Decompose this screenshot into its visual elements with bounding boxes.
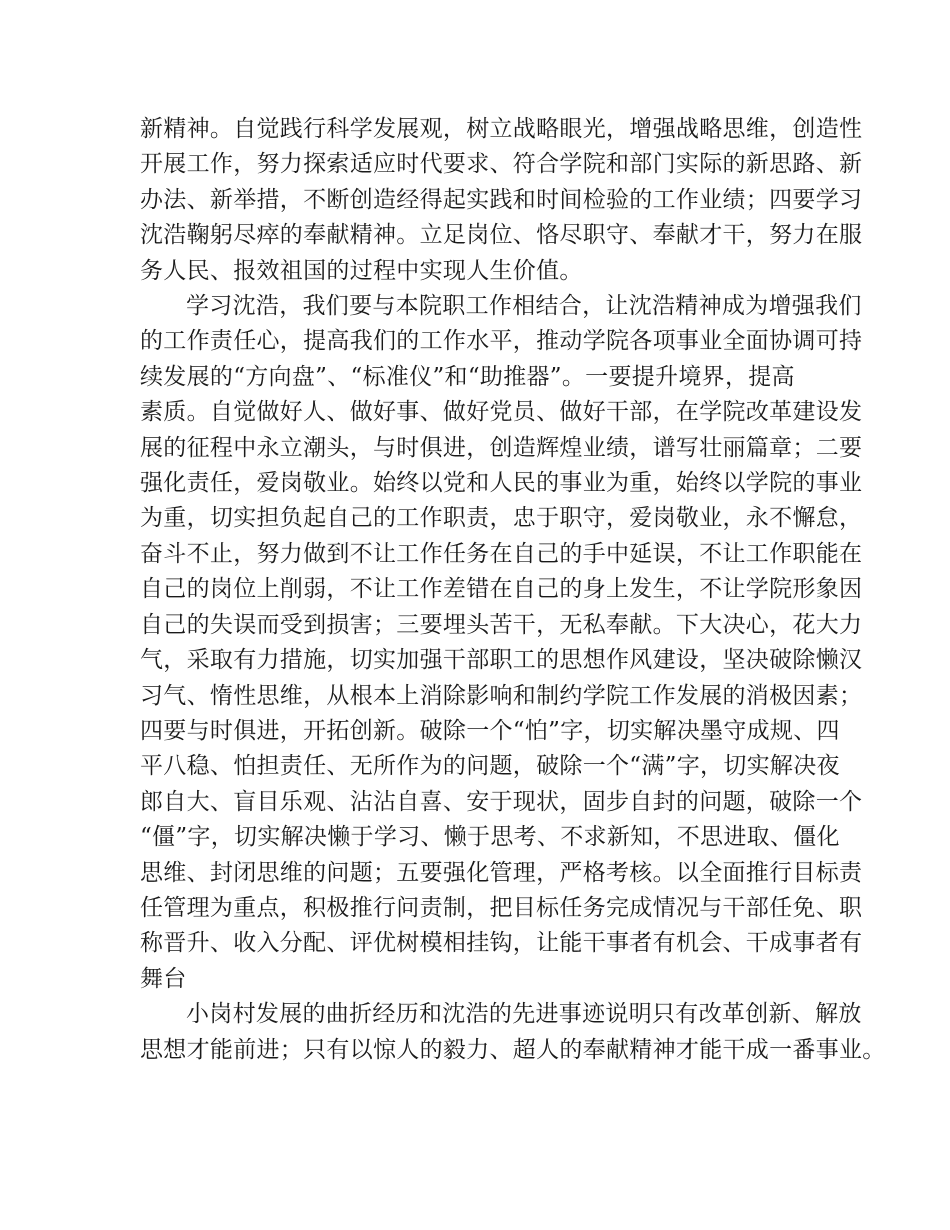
document-body — [140, 112, 886, 1068]
text-line: 气，采取有力措施，切实加强干部职工的思想作风建设，坚决破除懒汉 — [140, 647, 863, 674]
text-line: 称晋升、收入分配、评优树模相挂钩，让能干事者有机会、干成事者有 — [140, 930, 863, 957]
text-line: 自己的岗位上削弱，不让工作差错在自己的身上发生，不让学院形象因 — [140, 576, 863, 603]
text-line: 平八稳、怕担责任、无所作为的问题，破除一个“满”字，切实解决夜 — [140, 753, 840, 780]
text-line: 素质。自觉做好人、做好事、做好党员、做好干部，在学院改革建设发 — [140, 399, 863, 426]
text-line: 郎自大、盲目乐观、沾沾自喜、安于现状，固步自封的问题，破除一个 — [140, 788, 863, 815]
text-line: 务人民、报效祖国的过程中实现人生价值。 — [140, 257, 583, 284]
text-line: “僵”字，切实解决懒于学习、懒于思考、不求新知，不思进取、僵化 — [140, 824, 840, 851]
text-line: 自己的失误而受到损害；三要埋头苦干，无私奉献。下大决心，花大力 — [140, 611, 863, 638]
text-line: 四要与时俱进，开拓创新。破除一个“怕”字，切实解决墨守成规、四 — [140, 717, 840, 744]
text-line: 为重，切实担负起自己的工作职责，忠于职守，爱岗敬业，永不懈怠， — [140, 505, 863, 532]
text-line: 思想才能前进；只有以惊人的毅力、超人的奉献精神才能干成一番事业。 — [140, 1036, 886, 1063]
paragraph-1 — [140, 112, 863, 289]
text-line: 新精神。自觉践行科学发展观，树立战略眼光，增强战略思维，创造性 — [140, 116, 863, 142]
text-line: 小岗村发展的曲折经历和沈浩的先进事迹说明只有改革创新、解放 — [186, 1001, 862, 1028]
text-line: 舞台 — [140, 965, 187, 992]
paragraph-2 — [140, 289, 863, 997]
text-line: 奋斗不止，努力做到不让工作任务在自己的手中延误，不让工作职能在 — [140, 540, 863, 567]
paragraph-3 — [140, 997, 886, 1068]
text-line: 思维、封闭思维的问题；五要强化管理，严格考核。以全面推行目标责 — [140, 859, 863, 886]
text-line: 学习沈浩，我们要与本院职工作相结合，让沈浩精神成为增强我们 — [186, 293, 862, 320]
text-line: 沈浩鞠躬尽瘁的奉献精神。立足岗位、恪尽职守、奉献才干，努力在服 — [140, 222, 863, 249]
text-line: 开展工作，努力探索适应时代要求、符合学院和部门实际的新思路、新 — [140, 151, 863, 178]
text-line: 习气、惰性思维，从根本上消除影响和制约学院工作发展的消极因素； — [140, 682, 863, 709]
text-line: 任管理为重点，积极推行问责制，把目标任务完成情况与干部任免、职 — [140, 894, 863, 921]
text-line: 展的征程中永立潮头，与时俱进，创造辉煌业绩，谱写壮丽篇章；二要 — [140, 434, 863, 461]
text-line: 办法、新举措，不断创造经得起实践和时间检验的工作业绩；四要学习 — [140, 186, 863, 213]
text-line: 的工作责任心，提高我们的工作水平，推动学院各项事业全面协调可持 — [140, 328, 863, 355]
text-line: 强化责任，爱岗敬业。始终以党和人民的事业为重，始终以学院的事业 — [140, 470, 863, 497]
text-line: 续发展的“方向盘”、“标准仪”和“助推器”。一要提升境界，提高 — [140, 363, 795, 390]
